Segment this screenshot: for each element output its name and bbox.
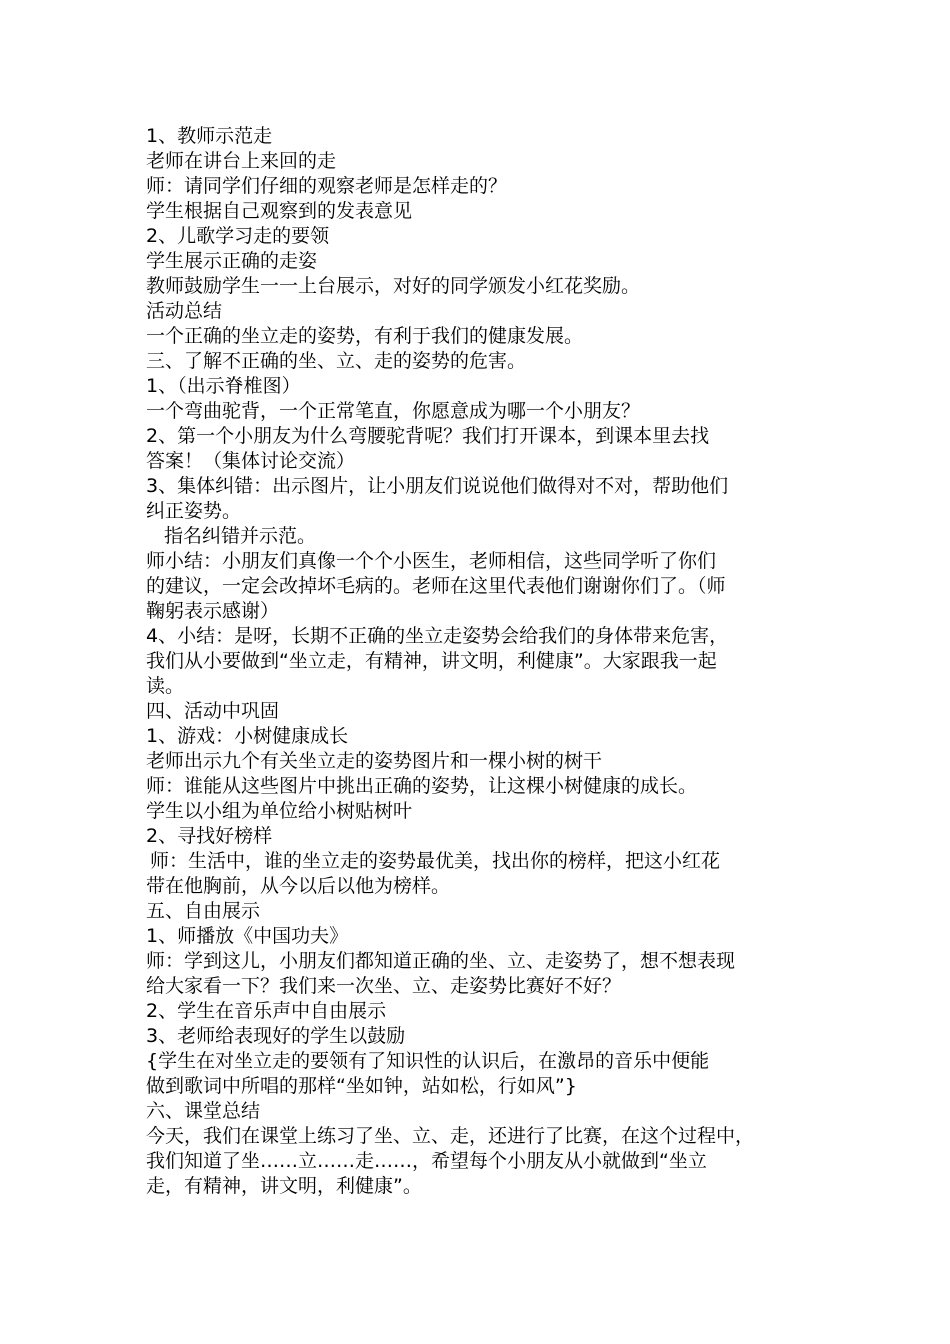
text-line: 今天，我们在课堂上练习了坐、立、走，还进行了比赛，在这个过程中， bbox=[146, 1125, 755, 1147]
section-heading: 四、活动中巩固 bbox=[146, 700, 280, 722]
text-line: 4、小结：是呀，长期不正确的坐立走姿势会给我们的身体带来危害， bbox=[146, 625, 729, 647]
text-line: {学生在对坐立走的要领有了知识性的认识后，在激昂的音乐中便能 bbox=[146, 1050, 710, 1072]
text-line: 师小结：小朋友们真像一个个小医生，老师相信，这些同学听了你们 bbox=[146, 550, 717, 572]
text-line: 1、游戏：小树健康成长 bbox=[146, 725, 349, 747]
text-line: 老师在讲台上来回的走 bbox=[146, 150, 337, 172]
text-line: 师：生活中，谁的坐立走的姿势最优美，找出你的榜样，把这小红花 bbox=[150, 850, 721, 872]
text-line: 1、师播放《中国功夫》 bbox=[146, 925, 349, 947]
text-line: 学生以小组为单位给小树贴树叶 bbox=[146, 800, 413, 822]
text-line: 我们知道了坐……立……走……，希望每个小朋友从小就做到“坐立 bbox=[146, 1150, 707, 1172]
text-line: 指名纠错并示范。 bbox=[164, 525, 317, 547]
text-line: 学生展示正确的走姿 bbox=[146, 250, 318, 272]
text-line: 2、学生在音乐声中自由展示 bbox=[146, 1000, 387, 1022]
text-line: 一个弯曲驼背，一个正常笔直，你愿意成为哪一个小朋友？ bbox=[146, 400, 641, 422]
text-line: 师：学到这儿，小朋友们都知道正确的坐、立、走姿势了，想不想表现 bbox=[146, 950, 736, 972]
text-line: 1、教师示范走 bbox=[146, 125, 273, 147]
section-heading: 活动总结 bbox=[146, 300, 223, 322]
section-heading: 六、课堂总结 bbox=[146, 1100, 261, 1122]
text-line: 给大家看一下？我们来一次坐、立、走姿势比赛好不好？ bbox=[146, 975, 622, 997]
text-line: 我们从小要做到“坐立走，有精神，讲文明，利健康”。大家跟我一起 bbox=[146, 650, 717, 672]
text-line: 1、（出示脊椎图） bbox=[146, 375, 301, 397]
section-heading: 五、自由展示 bbox=[146, 900, 261, 922]
text-line: 带在他胸前，从今以后以他为榜样。 bbox=[146, 875, 451, 897]
text-line: 答案！（集体讨论交流） bbox=[146, 450, 356, 472]
text-line: 3、老师给表现好的学生以鼓励 bbox=[146, 1025, 406, 1047]
section-heading: 三、了解不正确的坐、立、走的姿势的危害。 bbox=[146, 350, 527, 372]
text-line: 教师鼓励学生一一上台展示，对好的同学颁发小红花奖励。 bbox=[146, 275, 641, 297]
text-line: 走，有精神，讲文明，利健康”。 bbox=[146, 1175, 422, 1197]
text-line: 鞠躬表示感谢） bbox=[146, 600, 280, 622]
text-line: 2、寻找好榜样 bbox=[146, 825, 273, 847]
text-line: 的建议，一定会改掉坏毛病的。老师在这里代表他们谢谢你们了。（师 bbox=[146, 575, 726, 597]
text-line: 一个正确的坐立走的姿势，有利于我们的健康发展。 bbox=[146, 325, 584, 347]
text-line: 学生根据自己观察到的发表意见 bbox=[146, 200, 413, 222]
text-line: 纠正姿势。 bbox=[146, 500, 242, 522]
text-line: 2、第一个小朋友为什么弯腰驼背呢？我们打开课本，到课本里去找 bbox=[146, 425, 710, 447]
text-line: 读。 bbox=[146, 675, 185, 697]
text-line: 做到歌词中所唱的那样“坐如钟，站如松，行如风”} bbox=[146, 1075, 577, 1097]
text-line: 老师出示九个有关坐立走的姿势图片和一棵小树的树干 bbox=[146, 750, 603, 772]
text-line: 3、集体纠错：出示图片，让小朋友们说说他们做得对不对，帮助他们 bbox=[146, 475, 729, 497]
text-line: 师：谁能从这些图片中挑出正确的姿势，让这棵小树健康的成长。 bbox=[146, 775, 698, 797]
text-line: 2、儿歌学习走的要领 bbox=[146, 225, 330, 247]
text-line: 师：请同学们仔细的观察老师是怎样走的？ bbox=[146, 175, 508, 197]
document-body bbox=[146, 124, 810, 1199]
